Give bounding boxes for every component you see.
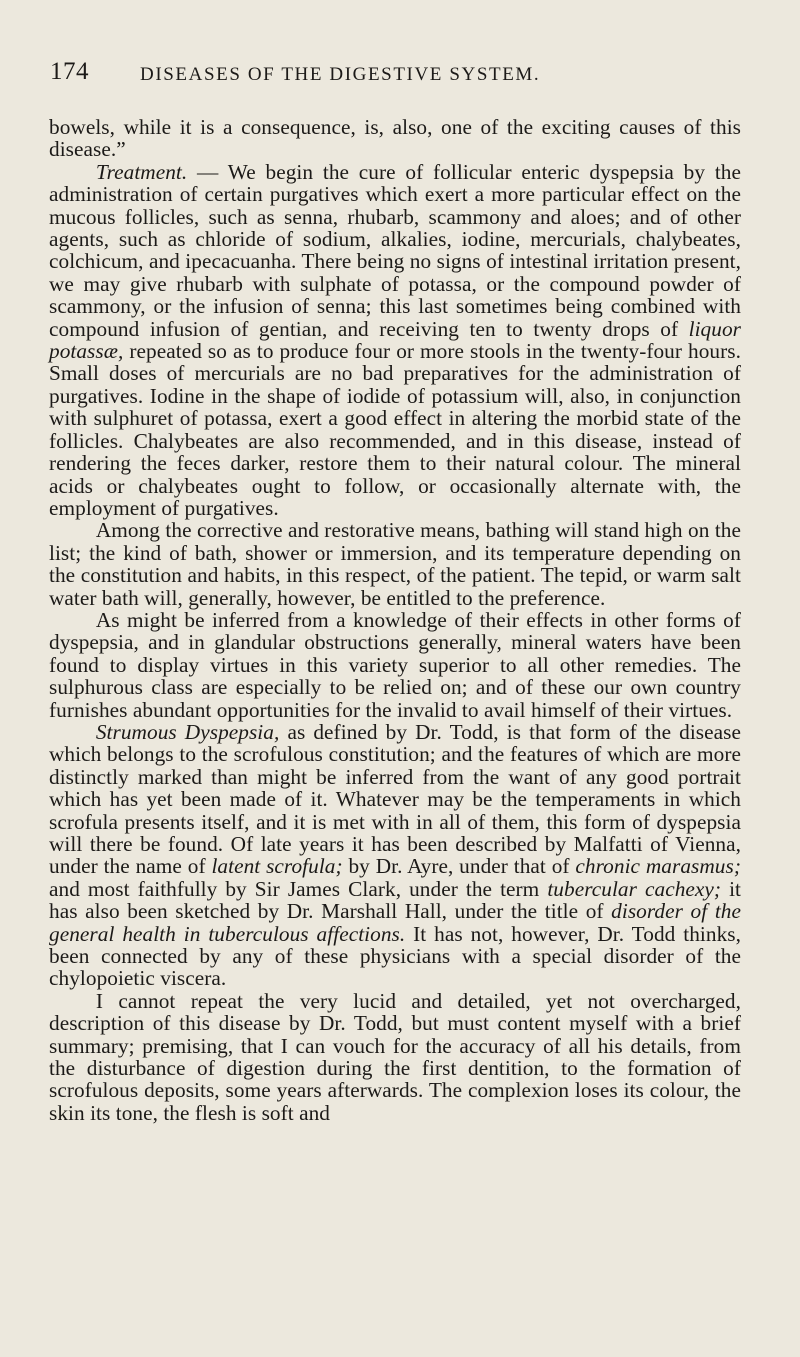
treatment-heading: Treatment. <box>95 159 188 184</box>
treatment-text: — We begin the cure of follicular enteric dyspepsia by the administration of certain purgatives which exert a more particular effect on the mucous follicles, such as senna, rhubarb, scammony and aloes; and of other agents, such as chloride of sodium, alkalies, iodine, mercurials, chalybeates, colchicum, and ipecacuanha. There being no signs of intestinal irritation present, we may give rhubarb with sulphate of potassa, or the compound powder of scammony, or the infusion of senna; this last sometimes being combined with compound infusion of gentian, and receiving ten to twenty drops of <box>49 159 741 341</box>
strumous-term-chronic-marasmus: chronic marasmus; <box>575 854 741 879</box>
body-text <box>49 116 741 1124</box>
strumous-text-4: it has also been sketched by Dr. Marshall Hall, under the title of <box>49 876 742 924</box>
treatment-italic-term: liquor potassæ, <box>49 316 741 364</box>
paragraph-treatment <box>49 161 741 520</box>
strumous-text-2: by Dr. Ayre, under that of <box>342 854 576 879</box>
treatment-text-continued: repeated so as to produce four or more stools in the twenty-four hours. Small doses of mercurials are no bad preparatives for the administration of purgatives. Iodine in the shape of iodide of potassium will, also, in conjunction with sulphuret of potassa, exert a good effect in altering the morbid state of the follicles. Chalybeates are also recommended, and in this disease, instead of rendering the feces darker, restore them to their natural colour. The mineral acids or chalybeates ought to follow, or occasionally alternate with, the employment of purgatives. <box>49 339 741 520</box>
strumous-text-5: It has not, however, Dr. Todd thinks, been connected by any of these physicians with a special disorder of the chylopoietic viscera. <box>49 921 741 991</box>
paragraph-bathing: Among the corrective and restorative means, bathing will stand high on the list; the kind of bath, shower or immersion, and its temperature depending on the constitution and habits, in this respect, of the patient. The tepid, or warm salt water bath will, generally, however, be entitled to the preference. <box>49 518 741 610</box>
strumous-term-latent-scrofula: latent scrofula; <box>211 854 343 879</box>
paragraph-continuation: bowels, while it is a consequence, is, also, one of the exciting causes of this disease.” <box>49 115 741 162</box>
running-head: DISEASES OF THE DIGESTIVE SYSTEM. <box>140 64 541 85</box>
paragraph-strumous-dyspepsia <box>49 721 741 990</box>
strumous-term-disorder: disorder of the general health in tuberculous affections. <box>49 899 741 946</box>
strumous-heading: Strumous Dyspepsia, <box>95 719 280 744</box>
paragraph-summary: I cannot repeat the very lucid and detailed, yet not overcharged, description of this disease by Dr. Todd, but must content myself with a brief summary; premising, that I can vouch for the accuracy of all his details, from the disturbance of digestion during the first dentition, to the formation of scrofulous deposits, some years afterwards. The complexion loses its colour, the skin its tone, the flesh is soft and <box>49 988 741 1125</box>
strumous-text-3: and most faithfully by Sir James Clark, under the term <box>49 876 548 901</box>
paragraph-mineral-waters: As might be inferred from a knowledge of their effects in other forms of dyspepsia, and in glandular obstructions generally, mineral waters have been found to display virtues in this variety superior to all other remedies. The sulphurous class are especially to be relied on; and of these our own country furnishes abundant opportunities for the invalid to avail himself of their virtues. <box>49 607 741 722</box>
strumous-term-tubercular-cachexy: tubercular cachexy; <box>547 876 722 901</box>
page-header <box>50 50 750 90</box>
page-number: 174 <box>50 58 89 85</box>
strumous-text-1: as defined by Dr. Todd, is that form of the disease which belongs to the scrofulous constitution; and the features of which are more distinctly marked than might be inferred from the want of any good portrait which has yet been made of it. Whatever may be the temperaments in which scrofula presents itself, and it is met with in all of them, this form of dyspepsia will there be found. Of late years it has been described by Malfatti of Vienna, under the name of <box>49 719 741 879</box>
